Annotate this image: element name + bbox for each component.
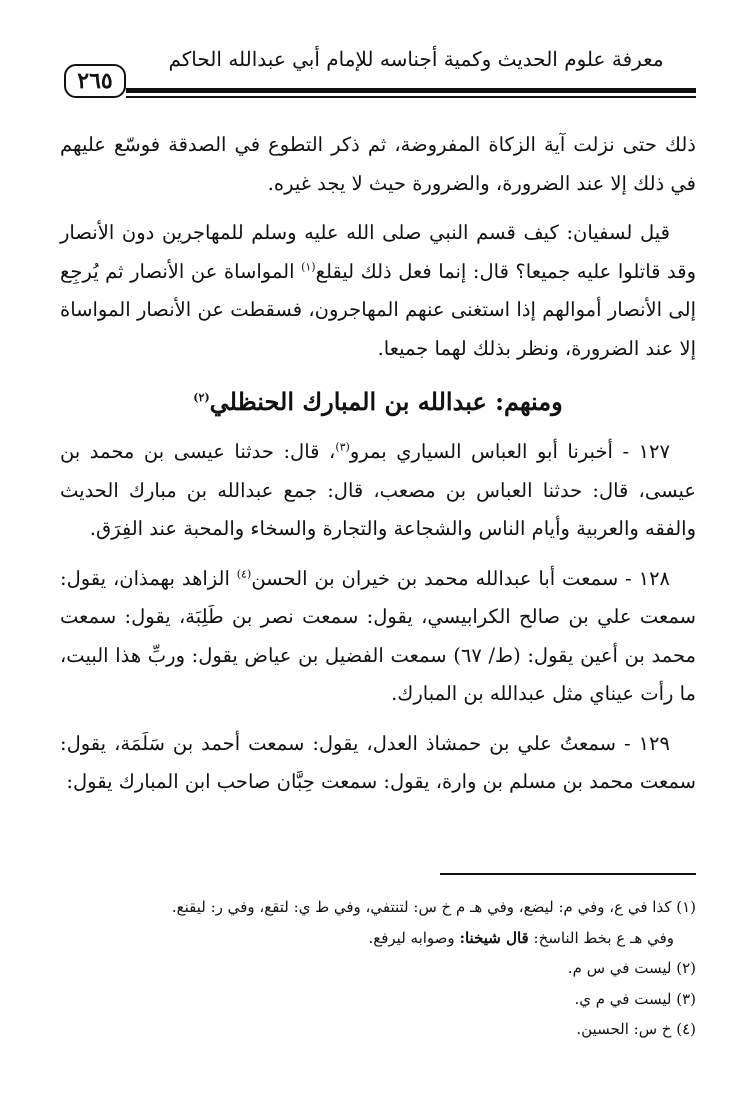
- report-127: ١٢٧ - أخبرنا أبو العباس السياري بمرو$^{(٣)}$، قال: حدثنا عيسى بن محمد بن عيسى، قال: حدثنا العباس بن مصعب، قال: جمع عبدالله بن مبارك الحديث والفقه والعربية وأيام الناس والشجاعة والتجارة والسخاء والمحبة عند الفِرَق.: [60, 440, 696, 540]
- footnote-1-continued: وفي هـ ع بخط الناسخ: قال شيخنا: وصوابه ليرفع.: [368, 928, 674, 947]
- footnote-2: (٢) ليست في س م.: [567, 959, 696, 977]
- report-128: ١٢٨ - سمعت أبا عبدالله محمد بن خيران بن الحسن$^{(٤)}$ الزاهد بهمذان، يقول: سمعت علي بن صالح الكرابيسي، يقول: سمعت نصر بن طَلِبَة، يقول: سمعت محمد بن أعين يقول: (ط/ ٦٧) سمعت الفضيل بن عياض يقول: وربِّ هذا البيت، ما رأت عيناي مثل عبدالله بن المبارك.: [60, 566, 696, 705]
- footnote-marker-1: (١): [301, 260, 316, 273]
- footnote-marker-2: (٢): [193, 391, 210, 404]
- main-text: [60, 126, 696, 813]
- paragraph-sufyan: قيل لسفيان: كيف قسم النبي صلى الله عليه وسلم للمهاجرين دون الأنصار وقد قاتلوا عليه جميعا؟ قال: إنما فعل ذلك ليقلع$^{(١)}$ المواساة عن الأنصار ثم يُرجِع إلى الأنصار أموالهم إذا استغنى عنهم المهاجرون، فسقطت عن الأنصار المواساة إلا عند الضرورة، ونظر بذلك لهما جميعا.: [60, 221, 697, 360]
- running-title: معرفة علوم الحديث وكمية أجناسه للإمام أبي عبدالله الحاكم: [168, 47, 664, 71]
- footnote-1: (١) كذا في ع، وفي م: ليضع، وفي هـ م خ س: لتنتفي، وفي ط ي: لتقع، وفي ر: ليقنع.: [171, 898, 696, 916]
- footnote-marker-3: (٣): [335, 440, 350, 454]
- footnote-4: (٤) خ س: الحسين.: [576, 1020, 696, 1038]
- footnote-3: (٣) ليست في م ي.: [574, 989, 696, 1008]
- header-rule-thin: [126, 96, 696, 98]
- header-rule: [126, 88, 696, 93]
- footnotes: [60, 892, 696, 1045]
- page-number: ٢٦٥: [64, 64, 126, 98]
- paragraph-zakat: ذلك حتى نزلت آية الزكاة المفروضة، ثم ذكر التطوع في الصدقة فوسّع عليهم في ذلك إلا عند الضرورة، والضرورة حيث لا يجد غيره.: [60, 133, 696, 195]
- report-129: ١٢٩ - سمعتُ علي بن حمشاذ العدل، يقول: سمعت أحمد بن سَلَمَة، يقول: سمعت محمد بن مسلم بن وارة، يقول: سمعت حِبَّان صاحب ابن المبارك يقول:: [60, 731, 696, 793]
- footnote-marker-4: (٤): [236, 567, 252, 580]
- footnote-separator: [440, 873, 696, 875]
- section-heading: ومنهم: عبدالله بن المبارك الحنظلي$^{(٢)}$: [193, 387, 563, 416]
